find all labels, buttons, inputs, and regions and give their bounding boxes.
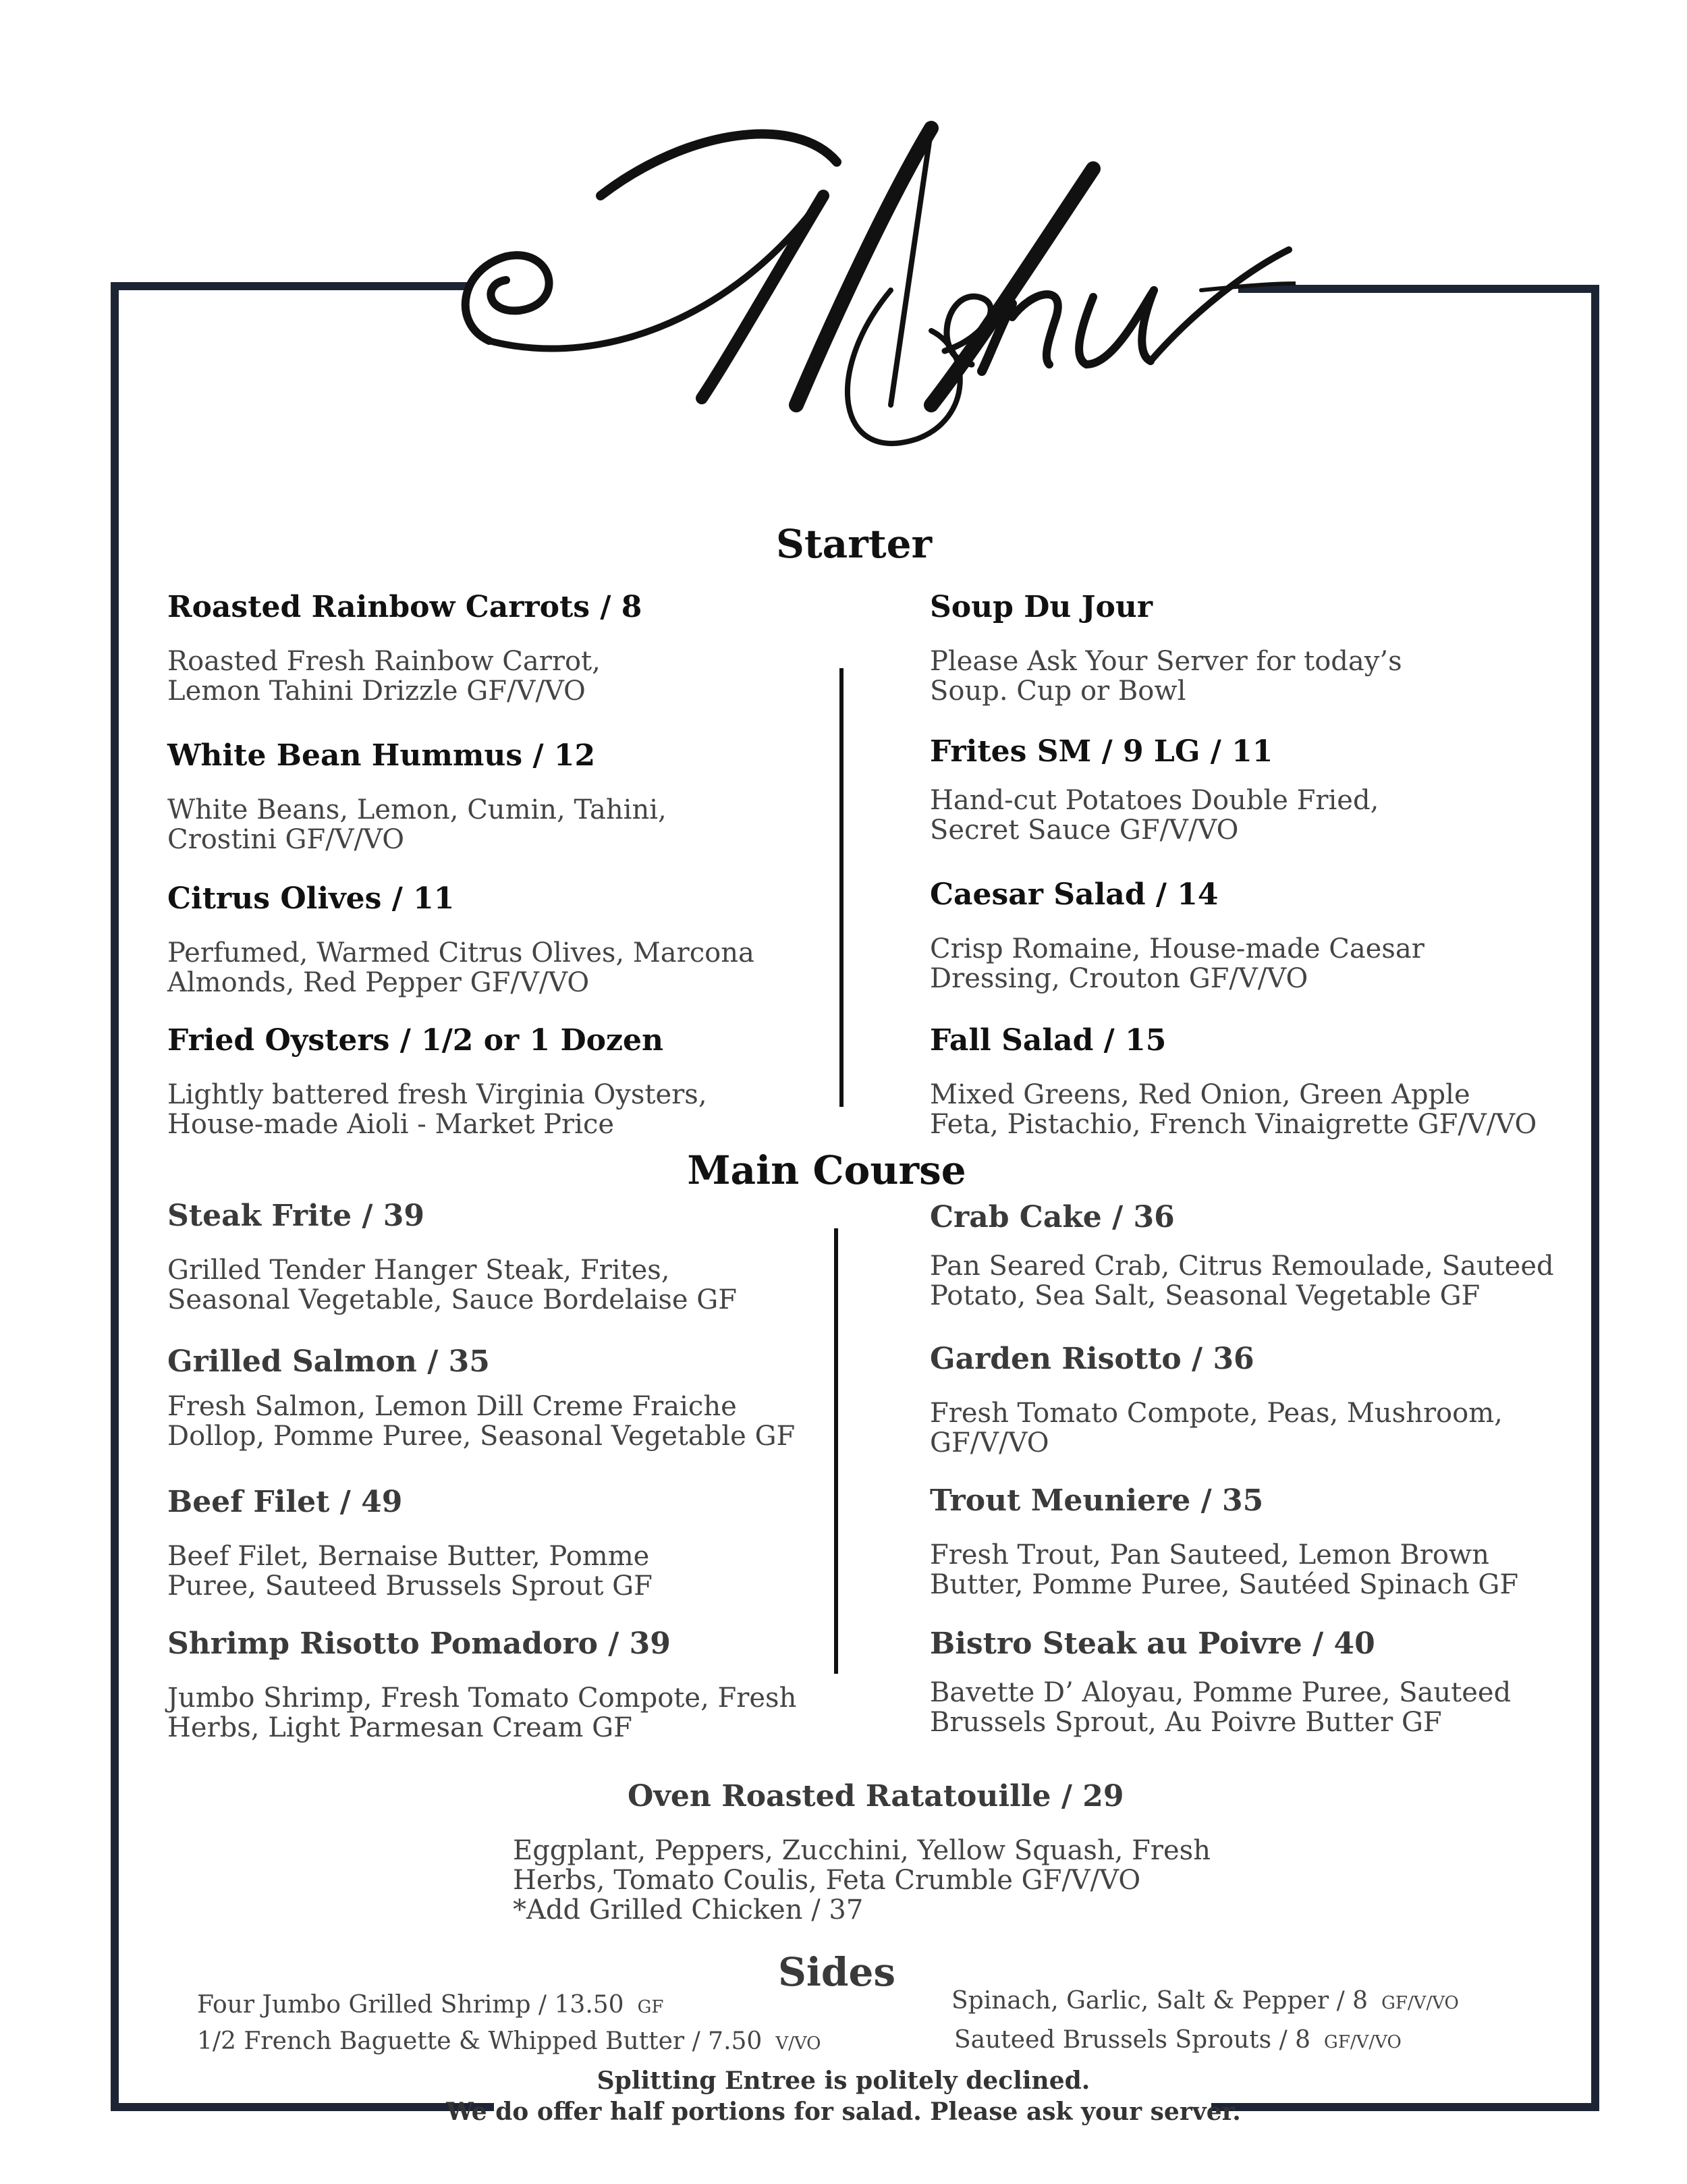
diet-tag: GF/V/VO xyxy=(1381,1993,1459,2013)
diet-tag: GF/V/VO xyxy=(1324,2032,1402,2052)
item-name: Grilled Salmon / 35 xyxy=(167,1344,490,1379)
frame-right xyxy=(1591,285,1599,2111)
starter-item xyxy=(930,875,1425,993)
item-description: Bavette D’ Aloyau, Pomme Puree, Sauteed Brussels Sprout, Au Poivre Butter GF xyxy=(930,1677,1512,1738)
frame-left xyxy=(111,282,119,2111)
starter-item xyxy=(167,587,642,706)
item-name: Fall Salad / 15 xyxy=(930,1023,1167,1058)
starter-item xyxy=(930,1020,1537,1139)
side-label: 1/2 French Baguette & Whipped Butter / 7.50 xyxy=(197,2027,763,2055)
starter-item xyxy=(167,879,754,998)
item-description: Fresh Tomato Compote, Peas, Mushroom, GF/V/VO xyxy=(930,1398,1503,1458)
item-name: Frites SM / 9 LG / 11 xyxy=(930,734,1273,769)
main-item xyxy=(167,1624,796,1743)
item-name: Oven Roasted Ratatouille / 29 xyxy=(628,1779,1124,1813)
side-label: Four Jumbo Grilled Shrimp / 13.50 xyxy=(197,1991,624,2019)
main-item xyxy=(167,1196,737,1315)
sides-heading: Sides xyxy=(777,1949,896,1995)
starter-item xyxy=(167,736,667,854)
item-name: Fried Oysters / 1/2 or 1 Dozen xyxy=(167,1023,663,1058)
side-label: Sauteed Brussels Sprouts / 8 xyxy=(954,2026,1311,2054)
side-item xyxy=(197,2027,821,2055)
item-description: Lightly battered fresh Virginia Oysters, House-made Aioli - Market Price xyxy=(167,1079,707,1140)
side-item xyxy=(951,1987,1459,2015)
item-description: Fresh Trout, Pan Sauteed, Lemon Brown Butter, Pomme Puree, Sautéed Spinach GF xyxy=(930,1539,1519,1600)
item-name: Soup Du Jour xyxy=(930,590,1153,624)
menu-title-calligraphy xyxy=(418,88,1296,466)
item-description: Crisp Romaine, House-made Caesar Dressing, Crouton GF/V/VO xyxy=(930,933,1425,994)
footer-line-1: Splitting Entree is politely declined. xyxy=(597,2067,1090,2095)
footer-note xyxy=(0,2065,1687,2127)
item-description: Perfumed, Warmed Citrus Olives, Marcona Almonds, Red Pepper GF/V/VO xyxy=(167,937,754,998)
item-description: Mixed Greens, Red Onion, Green Apple Feta, Pistachio, French Vinaigrette GF/V/VO xyxy=(930,1079,1537,1140)
item-name: Caesar Salad / 14 xyxy=(930,877,1219,912)
main-item-center xyxy=(513,1776,1211,1925)
main-item xyxy=(930,1481,1518,1600)
side-label: Spinach, Garlic, Salt & Pepper / 8 xyxy=(951,1987,1368,2015)
main-item xyxy=(930,1339,1503,1458)
item-name: Bistro Steak au Poivre / 40 xyxy=(930,1627,1375,1661)
footer-line-2: We do offer half portions for salad. Please ask your server. xyxy=(446,2098,1241,2126)
item-description: Jumbo Shrimp, Fresh Tomato Compote, Fresh Herbs, Light Parmesan Cream GF xyxy=(167,1683,797,1743)
main-item xyxy=(167,1482,653,1601)
item-description: Grilled Tender Hanger Steak, Frites, Seasonal Vegetable, Sauce Bordelaise GF xyxy=(167,1255,737,1315)
item-name: Beef Filet / 49 xyxy=(167,1485,403,1519)
item-description: Roasted Fresh Rainbow Carrot, Lemon Tahini Drizzle GF/V/VO xyxy=(167,646,601,707)
main-item xyxy=(930,1197,1554,1311)
starter-item xyxy=(930,587,1402,706)
item-description: Eggplant, Peppers, Zucchini, Yellow Squash, Fresh Herbs, Tomato Coulis, Feta Crumble GF/V/VO *Add Grilled Chicken / 37 xyxy=(513,1835,1211,1926)
diet-tag: GF xyxy=(637,1997,664,2017)
diet-tag: V/VO xyxy=(775,2033,821,2054)
side-item xyxy=(954,2026,1402,2054)
main-column-divider xyxy=(834,1228,838,1674)
item-name: Garden Risotto / 36 xyxy=(930,1342,1254,1376)
item-name: Trout Meuniere / 35 xyxy=(930,1483,1264,1518)
starter-heading: Starter xyxy=(776,521,933,567)
item-name: Steak Frite / 39 xyxy=(167,1199,425,1233)
item-description: White Beans, Lemon, Cumin, Tahini, Crostini GF/V/VO xyxy=(167,794,667,855)
main-item xyxy=(167,1342,795,1451)
item-name: White Bean Hummus / 12 xyxy=(167,738,596,773)
side-item xyxy=(197,1991,663,2019)
item-name: Shrimp Risotto Pomadoro / 39 xyxy=(167,1627,671,1661)
starter-item xyxy=(930,732,1379,845)
starter-item xyxy=(167,1020,707,1139)
main-item xyxy=(930,1624,1511,1737)
item-description: Hand-cut Potatoes Double Fried, Secret Sauce GF/V/VO xyxy=(930,785,1379,846)
starter-column-divider xyxy=(839,668,844,1107)
item-description: Beef Filet, Bernaise Butter, Pomme Puree, Sauteed Brussels Sprout GF xyxy=(167,1541,653,1602)
item-name: Crab Cake / 36 xyxy=(930,1200,1175,1234)
item-name: Citrus Olives / 11 xyxy=(167,881,455,916)
item-name: Roasted Rainbow Carrots / 8 xyxy=(167,590,642,624)
item-description: Fresh Salmon, Lemon Dill Creme Fraiche Dollop, Pomme Puree, Seasonal Vegetable GF xyxy=(167,1391,796,1452)
item-description: Pan Seared Crab, Citrus Remoulade, Sauteed Potato, Sea Salt, Seasonal Vegetable GF xyxy=(930,1251,1554,1311)
main-course-heading: Main Course xyxy=(687,1147,966,1193)
menu-title xyxy=(418,88,1296,466)
item-description: Please Ask Your Server for today’s Soup. Cup or Bowl xyxy=(930,646,1402,707)
